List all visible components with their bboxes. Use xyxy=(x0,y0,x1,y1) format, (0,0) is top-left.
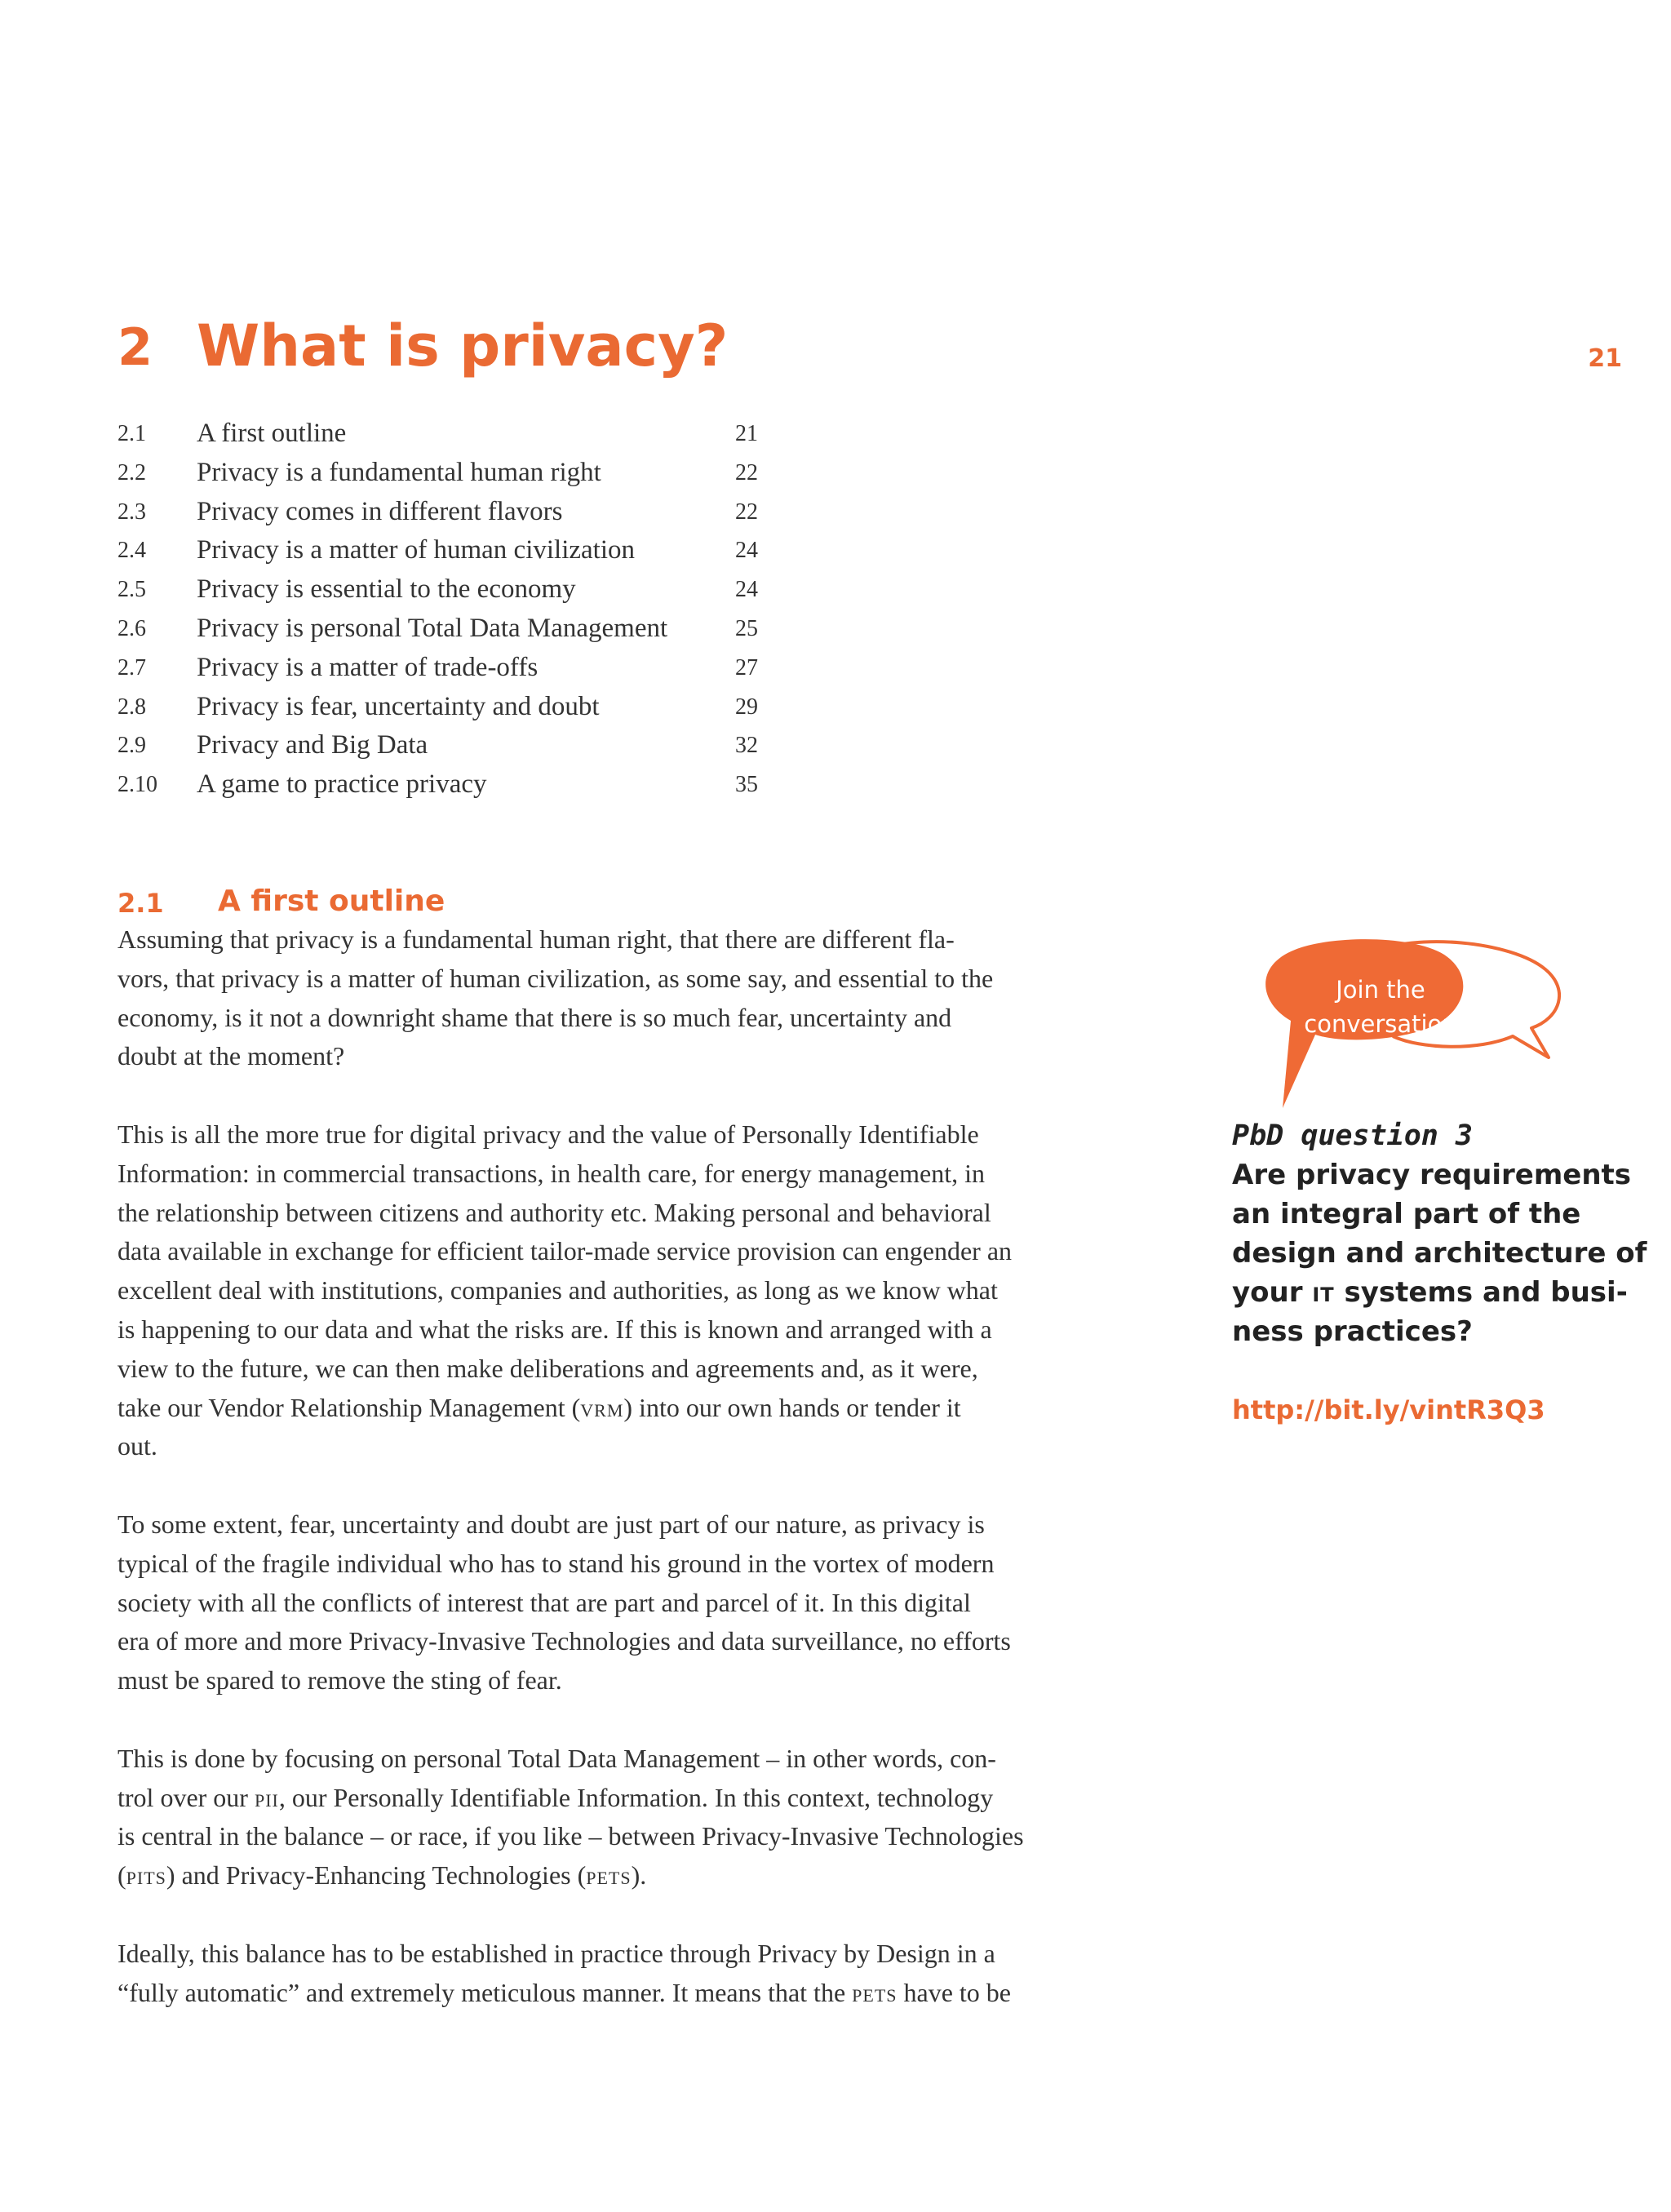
toc-page-number: 22 xyxy=(735,459,758,485)
toc-row[interactable] xyxy=(117,572,787,611)
text-line: economy, is it not a downright shame that there is so much fear, uncertainty and xyxy=(117,1002,952,1032)
toc-page-number: 21 xyxy=(735,421,758,446)
toc-row[interactable] xyxy=(117,455,787,494)
text-line: “fully automatic” and extremely meticulous manner. It means that the pets have to be xyxy=(117,1977,1011,2007)
question-line: your it systems and busi- xyxy=(1232,1276,1628,1309)
toc-page-number: 29 xyxy=(735,694,758,720)
text-line: To some extent, fear, uncertainty and doubt are just part of our nature, as privacy is xyxy=(117,1509,985,1539)
page-number: 21 xyxy=(1588,344,1622,373)
toc-row[interactable] xyxy=(117,767,787,806)
toc-title: Privacy is essential to the economy xyxy=(197,574,576,605)
question-label: PbD question 3 xyxy=(1232,1119,1474,1152)
toc-number: 2.7 xyxy=(117,654,146,680)
toc-page-number: 35 xyxy=(735,772,758,798)
toc-number: 2.2 xyxy=(117,459,146,485)
toc-title: Privacy is personal Total Data Management xyxy=(197,613,668,643)
paragraph xyxy=(117,1505,1121,1700)
text-line: vors, that privacy is a matter of human civilization, as some say, and essential to the xyxy=(117,963,994,993)
text-line: This is done by focusing on personal Total Data Management – in other words, con- xyxy=(117,1743,996,1773)
section-title: A first outline xyxy=(218,884,445,918)
toc-title: A first outline xyxy=(197,419,347,448)
toc-row[interactable] xyxy=(117,650,787,689)
text-line: typical of the fragile individual who has to stand his ground in the vortex of modern xyxy=(117,1548,995,1578)
join-conversation-label[interactable] xyxy=(1258,973,1503,1041)
text-line: is central in the balance – or race, if you like – between Privacy-Invasive Technologies xyxy=(117,1821,1024,1851)
text-line: society with all the conflicts of interest that are part and parcel of it. In this digital xyxy=(117,1587,971,1617)
chapter-number: 2 xyxy=(117,317,153,377)
paragraph xyxy=(117,1740,1121,1895)
toc-number: 2.4 xyxy=(117,538,146,564)
toc-page-number: 25 xyxy=(735,615,758,641)
text-line: This is all the more true for digital privacy and the value of Personally Identifiable xyxy=(117,1119,979,1149)
toc-number: 2.10 xyxy=(117,772,157,798)
toc-title: Privacy is a matter of human civilization xyxy=(197,535,636,565)
text-line: must be spared to remove the sting of fear. xyxy=(117,1665,562,1696)
section-number: 2.1 xyxy=(117,888,164,919)
text-line: Ideally, this balance has to be established in practice through Privacy by Design in a xyxy=(117,1938,995,1968)
question-line: design and architecture of xyxy=(1232,1237,1647,1270)
bubble-text-line: Join the xyxy=(1336,976,1425,1004)
toc-title: Privacy and Big Data xyxy=(197,730,428,760)
toc-number: 2.3 xyxy=(117,499,146,525)
toc-page-number: 32 xyxy=(735,733,758,759)
text-line: trol over our pii, our Personally Identifiable Information. In this context, technology xyxy=(117,1782,994,1812)
paragraph xyxy=(117,1935,1121,2013)
question-link[interactable]: http://bit.ly/vintR3Q3 xyxy=(1232,1394,1545,1425)
text-line: view to the future, we can then make deliberations and agreements and, as it were, xyxy=(117,1353,978,1383)
toc-page-number: 24 xyxy=(735,577,758,603)
bubble-text-line: conversation xyxy=(1304,1010,1457,1038)
toc-number: 2.5 xyxy=(117,577,146,603)
text-line: excellent deal with institutions, companies and authorities, as long as we know what xyxy=(117,1275,998,1305)
toc-number: 2.6 xyxy=(117,615,146,641)
toc-row[interactable] xyxy=(117,611,787,650)
toc-page-number: 24 xyxy=(735,538,758,564)
paragraph xyxy=(117,920,1121,1076)
text-line: Assuming that privacy is a fundamental human right, that there are different fla- xyxy=(117,924,955,954)
text-line: (pits) and Privacy-Enhancing Technologies (pets). xyxy=(117,1860,647,1891)
table-of-contents xyxy=(117,416,787,806)
text-line: Information: in commercial transactions, in health care, for energy management, in xyxy=(117,1158,986,1188)
text-line: the relationship between citizens and authority etc. Making personal and behavioral xyxy=(117,1197,991,1227)
toc-number: 2.1 xyxy=(117,421,146,446)
chapter-title: What is privacy? xyxy=(197,313,729,379)
text-line: take our Vendor Relationship Management (vrm) into our own hands or tender it xyxy=(117,1392,961,1422)
text-line: doubt at the moment? xyxy=(117,1041,345,1071)
question-line: Are privacy requirements xyxy=(1232,1159,1632,1191)
question-line: ness practices? xyxy=(1232,1315,1473,1348)
text-line: is happening to our data and what the risks are. If this is known and arranged with a xyxy=(117,1314,992,1344)
toc-row[interactable] xyxy=(117,689,787,729)
toc-title: Privacy comes in different flavors xyxy=(197,496,563,526)
toc-row[interactable] xyxy=(117,416,787,455)
toc-title: Privacy is a matter of trade-offs xyxy=(197,652,539,682)
pbd-question-sidebar xyxy=(1232,1116,1647,1430)
toc-title: A game to practice privacy xyxy=(197,769,487,800)
question-text xyxy=(1232,1155,1647,1351)
toc-number: 2.9 xyxy=(117,733,146,759)
toc-page-number: 27 xyxy=(735,654,758,680)
text-line: out. xyxy=(117,1431,157,1461)
toc-title: Privacy is a fundamental human right xyxy=(197,457,601,487)
body-text xyxy=(117,920,1121,2012)
paragraph xyxy=(117,1115,1121,1466)
toc-row[interactable] xyxy=(117,533,787,572)
toc-row[interactable] xyxy=(117,728,787,767)
toc-number: 2.8 xyxy=(117,694,146,720)
text-line: era of more and more Privacy-Invasive Technologies and data surveillance, no efforts xyxy=(117,1626,1011,1656)
question-line: an integral part of the xyxy=(1232,1198,1581,1230)
toc-title: Privacy is fear, uncertainty and doubt xyxy=(197,691,600,721)
toc-page-number: 22 xyxy=(735,499,758,525)
text-line: data available in exchange for efficient tailor-made service provision can engender an xyxy=(117,1236,1013,1266)
toc-row[interactable] xyxy=(117,494,787,534)
